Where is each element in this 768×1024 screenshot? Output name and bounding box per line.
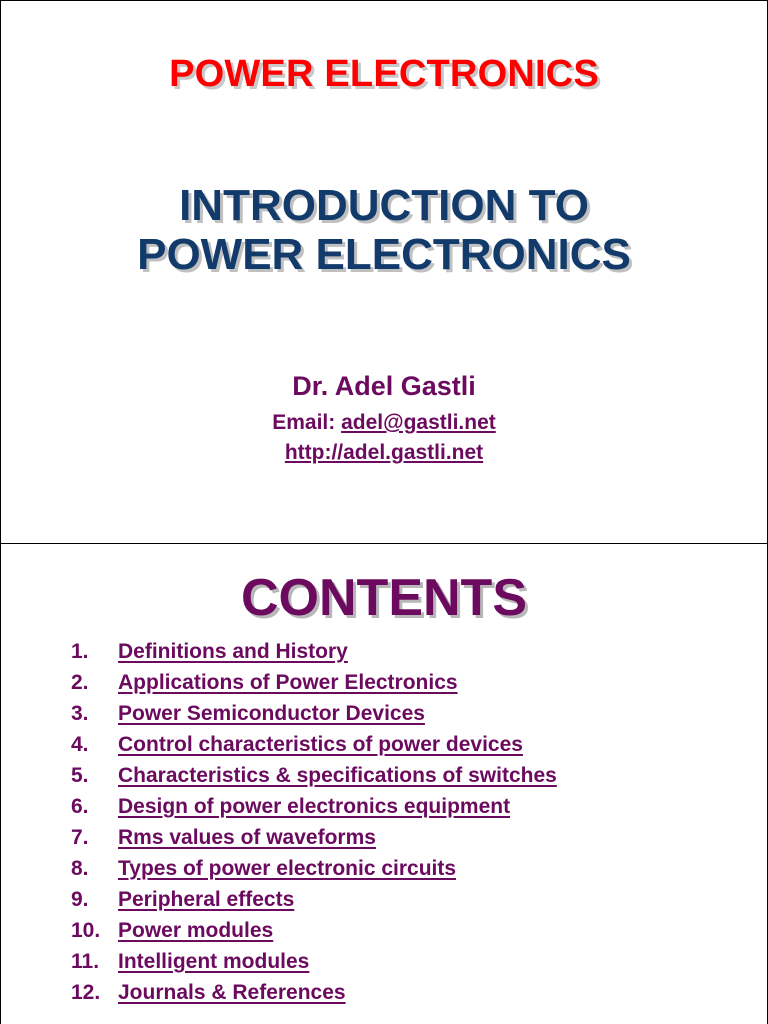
- contents-link[interactable]: Rms values of waveforms: [118, 825, 376, 849]
- list-item: [71, 853, 557, 884]
- email-link[interactable]: adel@gastli.net: [341, 411, 496, 434]
- list-item: [71, 729, 557, 760]
- list-item: [71, 667, 557, 698]
- contents-link[interactable]: Power Semiconductor Devices: [118, 701, 425, 725]
- list-item: [71, 791, 557, 822]
- item-number: 5.: [71, 763, 89, 787]
- item-number: 2.: [71, 670, 89, 694]
- author-name: Dr. Adel Gastli: [292, 371, 476, 401]
- contents-link[interactable]: Power modules: [118, 918, 274, 942]
- item-number: 9.: [71, 887, 89, 911]
- list-item: [71, 946, 557, 977]
- list-item: [71, 884, 557, 915]
- main-title-line-2: POWER ELECTRONICS: [137, 230, 631, 279]
- contents-link[interactable]: Control characteristics of power devices: [118, 732, 523, 756]
- item-number: 10.: [71, 918, 101, 942]
- item-number: 3.: [71, 701, 89, 725]
- list-item: [71, 977, 557, 1008]
- item-number: 1.: [71, 639, 89, 663]
- main-title-line-1: INTRODUCTION TO: [179, 181, 589, 230]
- item-number: 8.: [71, 856, 89, 880]
- contents-link[interactable]: Applications of Power Electronics: [118, 670, 458, 694]
- contents-link[interactable]: Types of power electronic circuits: [118, 856, 457, 880]
- website-line: [1, 441, 767, 465]
- course-title: POWER ELECTRONICS: [169, 53, 599, 95]
- item-number: 6.: [71, 794, 89, 818]
- item-number: 7.: [71, 825, 89, 849]
- contents-link[interactable]: Design of power electronics equipment: [118, 794, 511, 818]
- list-item: [71, 915, 557, 946]
- contents-list: [71, 636, 557, 1008]
- item-number: 11.: [71, 949, 100, 973]
- email-line: [1, 411, 767, 435]
- item-number: 12.: [71, 980, 101, 1004]
- list-item: [71, 698, 557, 729]
- contents-slide: [0, 543, 768, 1024]
- list-item: [71, 636, 557, 667]
- item-number: 4.: [71, 732, 89, 756]
- contents-link[interactable]: Characteristics & specifications of switches: [118, 763, 557, 787]
- contents-link[interactable]: Intelligent modules: [118, 949, 310, 973]
- email-label: Email:: [272, 411, 342, 434]
- contents-link[interactable]: Journals & References: [118, 980, 346, 1004]
- contents-title: CONTENTS: [241, 569, 527, 627]
- list-item: [71, 822, 557, 853]
- list-item: [71, 760, 557, 791]
- main-title: [1, 181, 767, 279]
- contents-link[interactable]: Definitions and History: [118, 639, 348, 663]
- contents-link[interactable]: Peripheral effects: [118, 887, 295, 911]
- website-link[interactable]: http://adel.gastli.net: [284, 441, 484, 464]
